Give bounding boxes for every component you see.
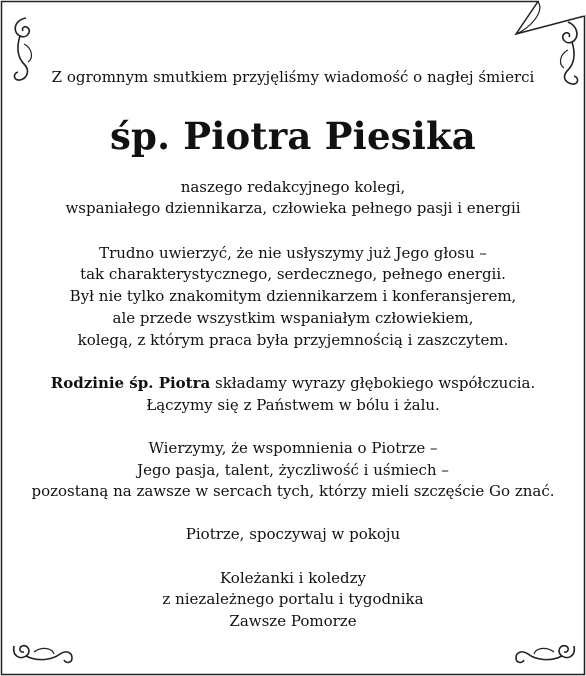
paragraph-line: Był nie tylko znakomitym dziennikarzem i konferansjerem, — [69, 287, 517, 305]
intro-text: Z ogromnym smutkiem przyjęliśmy wiadomość o nagłej śmierci — [51, 68, 535, 86]
flourish-bottom-right-icon — [510, 638, 580, 668]
description-line: wspaniałego dziennikarza, człowieka pełnego pasji i energii — [65, 199, 521, 217]
paragraph-line: Wierzymy, że wspomnienia o Piotrze – — [148, 439, 438, 457]
paragraph-line: ale przede wszystkim wspaniałym człowiekiem, — [112, 309, 474, 327]
condolences-bold: Rodzinie śp. Piotra — [50, 374, 211, 392]
condolences-line — [0, 373, 586, 393]
signature-line: Koleżanki i koledzy — [219, 569, 366, 587]
condolences-line-2: Łączymy się z Państwem w bólu i żalu. — [146, 396, 440, 414]
signature-line: Zawsze Pomorze — [229, 612, 357, 630]
paragraph-line: Trudno uwierzyć, że nie usłyszymy już Jego głosu – — [99, 244, 487, 262]
flourish-bottom-left-icon — [8, 638, 78, 668]
description-line: naszego redakcyjnego kolegi, — [180, 178, 406, 196]
paragraph-line: kolegą, z którym praca była przyjemnością i zaszczytem. — [77, 331, 509, 349]
signature-line: z niezależnego portalu i tygodnika — [162, 590, 424, 608]
deceased-name: śp. Piotra Piesika — [110, 114, 476, 158]
paragraph-line: tak charakterystycznego, serdecznego, pełnego energii. — [80, 265, 506, 283]
paragraph-line: Jego pasja, talent, życzliwość i uśmiech – — [137, 461, 449, 479]
condolences-rest: składamy wyrazy głębokiego współczucia. — [210, 374, 536, 392]
farewell-text: Piotrze, spoczywaj w pokoju — [185, 525, 401, 543]
paragraph-line: pozostaną na zawsze w sercach tych, którzy mieli szczęście Go znać. — [31, 482, 555, 500]
